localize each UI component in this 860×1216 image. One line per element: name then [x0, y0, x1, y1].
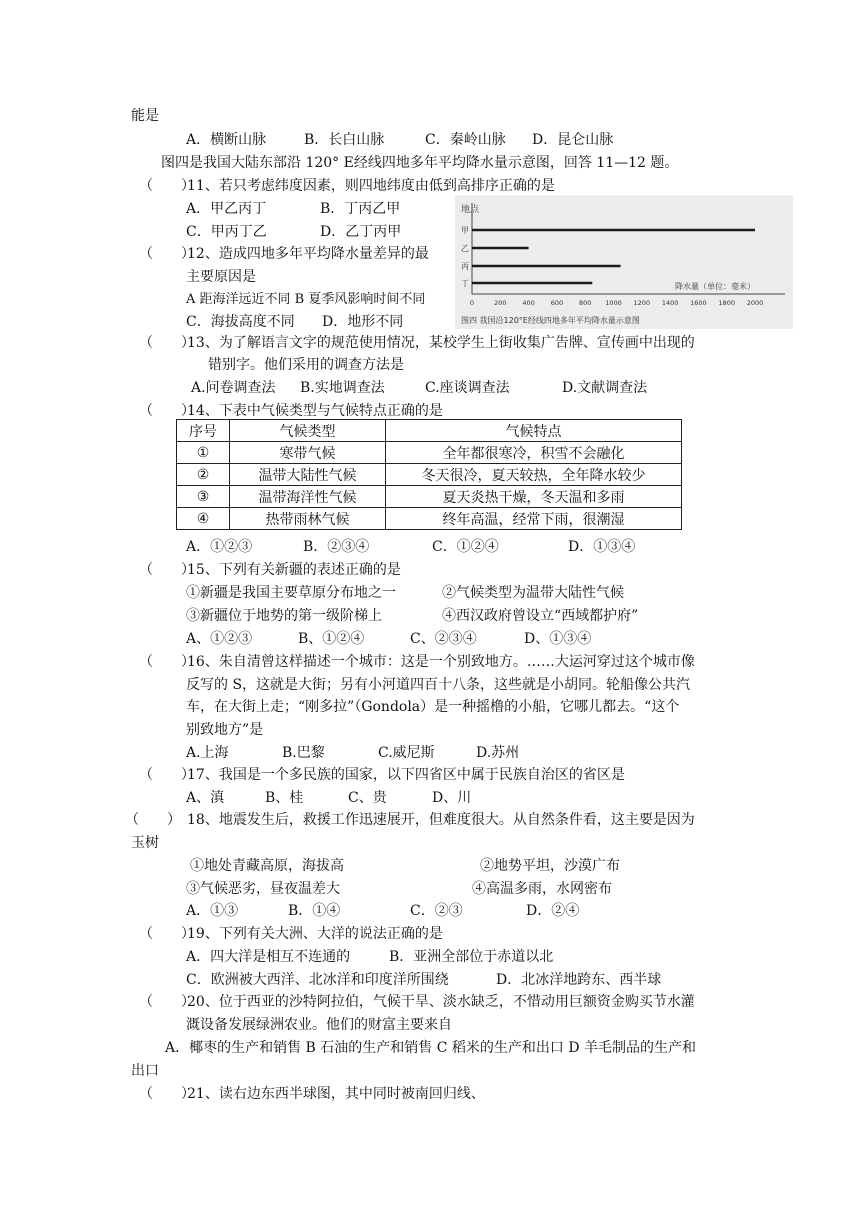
- q18-stem-cont: 玉树: [131, 835, 159, 851]
- q12-stem: 12、造成四地多年平均降水量差异的最: [187, 246, 429, 262]
- q13-option-b[interactable]: B.实地调查法: [300, 380, 385, 396]
- q15-option-b[interactable]: B、①②④: [298, 631, 365, 647]
- x-tick-label: 1000: [605, 299, 622, 307]
- x-tick-label: 400: [522, 299, 535, 307]
- q16-line-1: 16、朱自清曾这样描述一个城市：这是一个别致地方。……大运河穿过这个城市像: [187, 654, 695, 670]
- q17-option-b[interactable]: B、桂: [265, 790, 304, 806]
- q14-option-c[interactable]: C．①②④: [432, 539, 499, 555]
- y-axis-title: 地点: [461, 205, 480, 215]
- row-label: 丁: [461, 279, 469, 288]
- precipitation-chart: [455, 195, 793, 329]
- figure-intro: 图四是我国大陆东部沿 120° E经线四地多年平均降水量示意图，回答 11—12 题。: [161, 155, 679, 171]
- q19-option-a[interactable]: A．四大洋是相互不连通的: [186, 949, 351, 965]
- q16-line-4: 别致地方”是: [186, 722, 264, 738]
- continued-text: 能是: [131, 108, 159, 124]
- col-header-index: 序号: [177, 420, 230, 442]
- x-tick-label: 1200: [633, 299, 651, 307]
- q18-option-d[interactable]: D．②④: [526, 903, 580, 919]
- q18-item-1: ①地处青藏高原，海拔高: [190, 858, 344, 874]
- q14-option-b[interactable]: B．②③④: [303, 539, 370, 555]
- x-tick-label: 0: [469, 299, 475, 307]
- cell-feature: 冬天很冷，夏天较热，全年降水较少: [386, 464, 682, 486]
- q19-stem: 19、下列有关大洲、大洋的说法正确的是: [187, 926, 443, 942]
- x-tick-label: 1400: [661, 299, 679, 307]
- q13-stem-cont: 错别字。他们采用的调查方法是: [208, 357, 404, 373]
- q15-item-3: ③新疆位于地势的第一级阶梯上: [186, 608, 382, 624]
- q17-option-c[interactable]: C、贵: [348, 790, 387, 806]
- q14-option-a[interactable]: A．①②③: [186, 539, 253, 555]
- q12-stem-cont: 主要原因是: [186, 269, 256, 285]
- cell-feature: 夏天炎热干燥，冬天温和多雨: [386, 486, 682, 508]
- answer-blank[interactable]: （ ）: [139, 1086, 195, 1102]
- x-tick-label: 2000: [746, 299, 764, 307]
- q18-option-c[interactable]: C．②③: [410, 903, 463, 919]
- x-tick-label: 200: [494, 299, 507, 307]
- q13-option-d[interactable]: D.文献调查法: [562, 380, 648, 396]
- answer-blank[interactable]: （ ）: [139, 246, 195, 262]
- q15-item-4: ④西汉政府曾设立“西域都护府”: [442, 608, 639, 624]
- answer-blank[interactable]: （ ）: [139, 178, 195, 194]
- answer-blank[interactable]: （ ）: [139, 335, 195, 351]
- col-header-feature: 气候特点: [386, 420, 682, 442]
- row-label: 乙: [461, 244, 469, 253]
- q13-option-c[interactable]: C.座谈调查法: [425, 380, 510, 396]
- q12-option-d[interactable]: D．地形不同: [322, 314, 404, 330]
- cell-index: ④: [177, 508, 230, 530]
- q14-stem: 14、下表中气候类型与气候特点正确的是: [187, 403, 443, 419]
- q11-option-a[interactable]: A．甲乙丙丁: [186, 201, 267, 217]
- q11-option-c[interactable]: C．甲丙丁乙: [186, 224, 267, 240]
- table-header-row: [177, 420, 682, 442]
- q11-stem: 11、若只考虑纬度因素，则四地纬度由低到高排序正确的是: [187, 178, 555, 194]
- x-tick-label: 800: [578, 299, 592, 307]
- q16-option-c[interactable]: C.威尼斯: [378, 745, 435, 761]
- figure-caption: 图四 我国沿120°E经线四地多年平均降水量示意图: [461, 316, 640, 325]
- q20-line-2: 溉设备发展绿洲农业。他们的财富主要来自: [186, 1017, 452, 1033]
- q16-option-b[interactable]: B.巴黎: [282, 745, 325, 761]
- table-row: [177, 464, 682, 486]
- cell-index: ③: [177, 486, 230, 508]
- answer-blank[interactable]: （ ）: [125, 812, 181, 828]
- answer-blank[interactable]: （ ）: [139, 767, 195, 783]
- q10-option-a[interactable]: A．横断山脉: [186, 132, 267, 148]
- answer-blank[interactable]: （ ）: [139, 562, 195, 578]
- answer-blank[interactable]: （ ）: [139, 994, 195, 1010]
- x-tick-label: 600: [550, 299, 564, 307]
- table-row: [177, 486, 682, 508]
- q19-option-b[interactable]: B．亚洲全部位于赤道以北: [389, 949, 554, 965]
- table-row: [177, 442, 682, 464]
- q11-option-b[interactable]: B．丁丙乙甲: [320, 201, 401, 217]
- row-label: 甲: [461, 226, 469, 235]
- answer-blank[interactable]: （ ）: [139, 654, 195, 670]
- cell-index: ②: [177, 464, 230, 486]
- q18-item-2: ②地势平坦，沙漠广布: [480, 858, 620, 874]
- q18-stem: 18、地震发生后，救援工作迅速展开，但难度很大。从自然条件看，这主要是因为: [187, 812, 695, 828]
- x-tick-label: 1800: [718, 299, 735, 307]
- q18-item-3: ③气候恶劣，昼夜温差大: [186, 881, 340, 897]
- q14-option-d[interactable]: D．①③④: [568, 539, 636, 555]
- q16-option-a[interactable]: A.上海: [186, 745, 229, 761]
- q20-options[interactable]: A．椰枣的生产和销售 B 石油的生产和销售 C 稻米的生产和出口 D 羊毛制品的生产和: [165, 1040, 697, 1056]
- q15-option-a[interactable]: A、①②③: [186, 631, 253, 647]
- q19-option-c[interactable]: C．欧洲被大西洋、北冰洋和印度洋所围绕: [186, 972, 449, 988]
- q20-line-1: 20、位于西亚的沙特阿拉伯，气候干旱、淡水缺乏，不惜动用巨额资金购买节水灌: [187, 994, 695, 1010]
- x-tick-label: 1600: [690, 299, 707, 307]
- q13-option-a[interactable]: A.问卷调查法: [191, 380, 276, 396]
- q15-item-1: ①新疆是我国主要草原分布地之一: [186, 585, 396, 601]
- cell-type: 寒带气候: [230, 442, 386, 464]
- cell-index: ①: [177, 442, 230, 464]
- q21-stem: 21、读右边东西半球图，其中同时被南回归线、: [187, 1086, 485, 1102]
- row-label: 丙: [461, 262, 469, 271]
- col-header-type: 气候类型: [230, 420, 386, 442]
- q15-stem: 15、下列有关新疆的表述正确的是: [187, 562, 401, 578]
- q16-option-d[interactable]: D.苏州: [476, 745, 520, 761]
- q11-option-d[interactable]: D．乙丁丙甲: [320, 224, 402, 240]
- q18-option-b[interactable]: B．①④: [288, 903, 341, 919]
- table-row: [177, 508, 682, 530]
- q15-option-d[interactable]: D、①③④: [524, 631, 592, 647]
- answer-blank[interactable]: （ ）: [139, 926, 195, 942]
- x-axis-unit: 降水量（单位：毫米）: [675, 282, 755, 291]
- q10-option-b[interactable]: B．长白山脉: [304, 132, 385, 148]
- q16-line-3: 车，在大街上走；“刚多拉”（Gondola）是一种摇橹的小船，它哪儿都去。“这个: [186, 699, 680, 715]
- answer-blank[interactable]: （ ）: [139, 403, 195, 419]
- q17-stem: 17、我国是一个多民族的国家，以下四省区中属于民族自治区的省区是: [187, 767, 625, 783]
- q16-line-2: 反写的 S，这就是大街；另有小河道四百十八条，这些就是小胡同。轮船像公共汽: [186, 677, 691, 693]
- cell-type: 温带海洋性气候: [230, 486, 386, 508]
- precipitation-figure: [455, 195, 793, 329]
- q12-options-ab[interactable]: A 距海洋远近不同 B 夏季风影响时间不同: [186, 292, 426, 307]
- q10-option-c[interactable]: C．秦岭山脉: [425, 132, 506, 148]
- climate-table: [176, 419, 682, 530]
- q13-stem: 13、为了解语言文字的规范使用情况，某校学生上街收集广告牌、宣传画中出现的: [187, 335, 695, 351]
- q19-option-d[interactable]: D．北冰洋地跨东、西半球: [496, 972, 662, 988]
- q10-option-d[interactable]: D．昆仑山脉: [532, 132, 614, 148]
- q17-option-d[interactable]: D、川: [432, 790, 472, 806]
- q18-option-a[interactable]: A．①③: [186, 903, 239, 919]
- q15-item-2: ②气候类型为温带大陆性气候: [442, 585, 624, 601]
- cell-feature: 终年高温，经常下雨，很潮湿: [386, 508, 682, 530]
- cell-type: 热带雨林气候: [230, 508, 386, 530]
- q17-option-a[interactable]: A、滇: [186, 790, 225, 806]
- q12-option-c[interactable]: C．海拔高度不同: [186, 314, 295, 330]
- q20-options-cont: 出口: [131, 1063, 159, 1079]
- q15-option-c[interactable]: C、②③④: [410, 631, 477, 647]
- cell-type: 温带大陆性气候: [230, 464, 386, 486]
- cell-feature: 全年都很寒冷，积雪不会融化: [386, 442, 682, 464]
- q18-item-4: ④高温多雨，水网密布: [472, 881, 612, 897]
